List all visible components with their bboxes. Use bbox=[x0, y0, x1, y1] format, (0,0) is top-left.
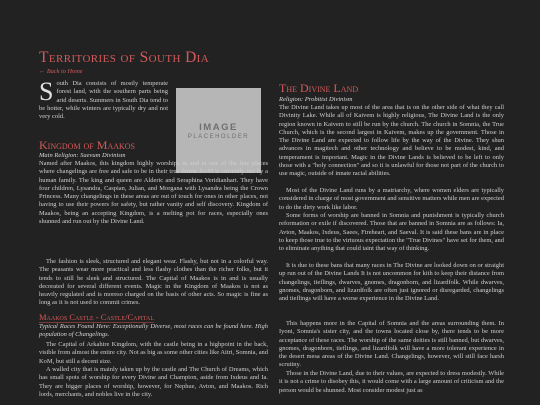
section-heading-castle: Maakos Castle - Castle/Capital bbox=[39, 312, 154, 322]
section-heading-maakos: Kingdom of Maakos bbox=[39, 138, 136, 152]
back-to-home-link[interactable]: ← Back to Home bbox=[39, 68, 83, 75]
maakos-paragraph-1: Named after Maakos, this kingdom highly worships in and is one of the few places where changelings are free and safe to be in their true forms. KoM is currently run by a human family. The king and queen are Alderic and Seraphina Veridianhart. They have four children, Lysandra, Caspian, Julian, and Morgana with Lysandra being the Crown Princess. Many changelings in these areas are out of touch for ones in other places, not having to use their powers for safety, but rather vanity and self discovery. Kingdom of Maakos, being an accepting Kingdom, is a melting pot for races, especially ones shunned and run out by the Divine Land. bbox=[39, 160, 268, 225]
maakos-paragraph-2: The fashion is sleek, structured and elegant wear. Flashy, but not in a colorful way. The peasants wear more practical and less flashy clothes than the richer folks, but it tends to still be sleek and structured. The Capital of Maakos is in and is usually decorated for several different events. Magic in the Kingdom of Maakos is not as heavily regulated and is moreso charged on the basis of other acts. So magic is fine as long as it is not used to commit crimes. bbox=[39, 258, 268, 307]
image-placeholder-sublabel: PLACEHOLDER bbox=[187, 133, 250, 140]
image-placeholder-label: IMAGE bbox=[199, 121, 238, 133]
divine-paragraph-3: Some forms of worship are banned in Somnia and punishment is typically church reformation or exile if discovered. Those that are banned in Somnia are as follows: Ia, Avton, Maakos, Ixdeus, Saees, Fireheart, and Saeval. It is said these bans are in place to keep those true to the virtuous expectation the "True Divines" have set for them, and to eliminate anything that could taint that way of thinking. bbox=[279, 212, 504, 252]
castle-paragraph-1: The Capital of Arkahire Kingdom, with the castle being in a highpoint in the back, visible from almost the entire city. Not as big as some other cities like Aitri, Somnia, and KoM, but still a decent size. bbox=[39, 341, 268, 365]
section-heading-divine-land: The Divine Land bbox=[279, 81, 359, 95]
castle-races: Typical Races Found Here: Exceptionally Diverse, most races can be found here. High population of Changelings. bbox=[39, 323, 268, 339]
divine-land-religion: Religion: Probitist Divinism bbox=[279, 96, 353, 103]
castle-paragraph-2: A walled city that is mainly taken up by the castle and The Church of Dreams, which has small spots of worship for every Divine and Champion, aside from Ixdeus and Ia. They are bigger places of worship, however, for Nephue, Avton, and Maakos. Rich lords, merchants, and nobles live in the city. bbox=[39, 366, 268, 398]
divine-paragraph-5: This happens more in the Capital of Somnia and the areas surrounding them. In Iyoni, Somnia's sister city, and the towns located close by, there tends to be more acceptance of these races. The worship of the same deities is still banned, but dwarves, gnomes, dragonborn, tieflings, and lizardfolk will have a more tolerant experience in the desert mesa areas of the Divine Land. Changelings, however, will still face harsh scrutiny. bbox=[279, 320, 504, 369]
divine-paragraph-2: Most of the Divine Land runs by a matriarchy, where women elders are typically considered in charge of most government and sensitive matters while men are expected to do the dirty work like labor. bbox=[279, 187, 504, 211]
divine-paragraph-4: It is due to these bans that many races in The Divine are looked down on or straight up run out of the Divine Lands It is not uncommon for kith to keep their distance from changelings, tieflings, dwarves, gnomes, dragonborn, and lizardfolk. While dwarves, gnomes, dragonborn, and lizardfolk are often just ignored or disregarded, changelings and tieflings will have a worse experience in the Divine Land. bbox=[279, 262, 504, 302]
divine-paragraph-6: Those in the Divine Land, due to their values, are expected to dress modestly. While it is not a crime to disobey this, it would come with a large amount of criticism and the person would be shunned. Most consider modest just as bbox=[279, 370, 504, 394]
intro-text: outh Dia consists of mostly temperate forest land, with the southern parts being arid deserts. Summers in South Dia tend to be hotter, while winters are typically dry and not very cold. bbox=[39, 80, 168, 120]
divine-paragraph-1: The Divine Land takes up most of the area that is on the other side of what they call Divinity Lake. While all of Kaivem is highly religious, The Divine Land is the only region known in Kaivem to still be run by the church. The church in Somnia, the True Church, which is the second largest in Kaivem, makes up the government. Those in The Divine Land are expected to follow life by the way of the Divine. They shun advances in magitech and other technology and believe to be modest, kind, and temperament is important. Magic in the Divine Lands is believed to be left to only those with a "holy connection" and so it is unlawful for those not part of the church to use magic, outside of innate racial abilities. bbox=[279, 104, 504, 177]
maakos-religion: Main Religion: Saevum Divinism bbox=[39, 152, 126, 159]
intro-paragraph bbox=[39, 77, 168, 121]
drop-cap: S bbox=[39, 77, 54, 106]
page-title: Territories of South Dia bbox=[39, 49, 210, 66]
